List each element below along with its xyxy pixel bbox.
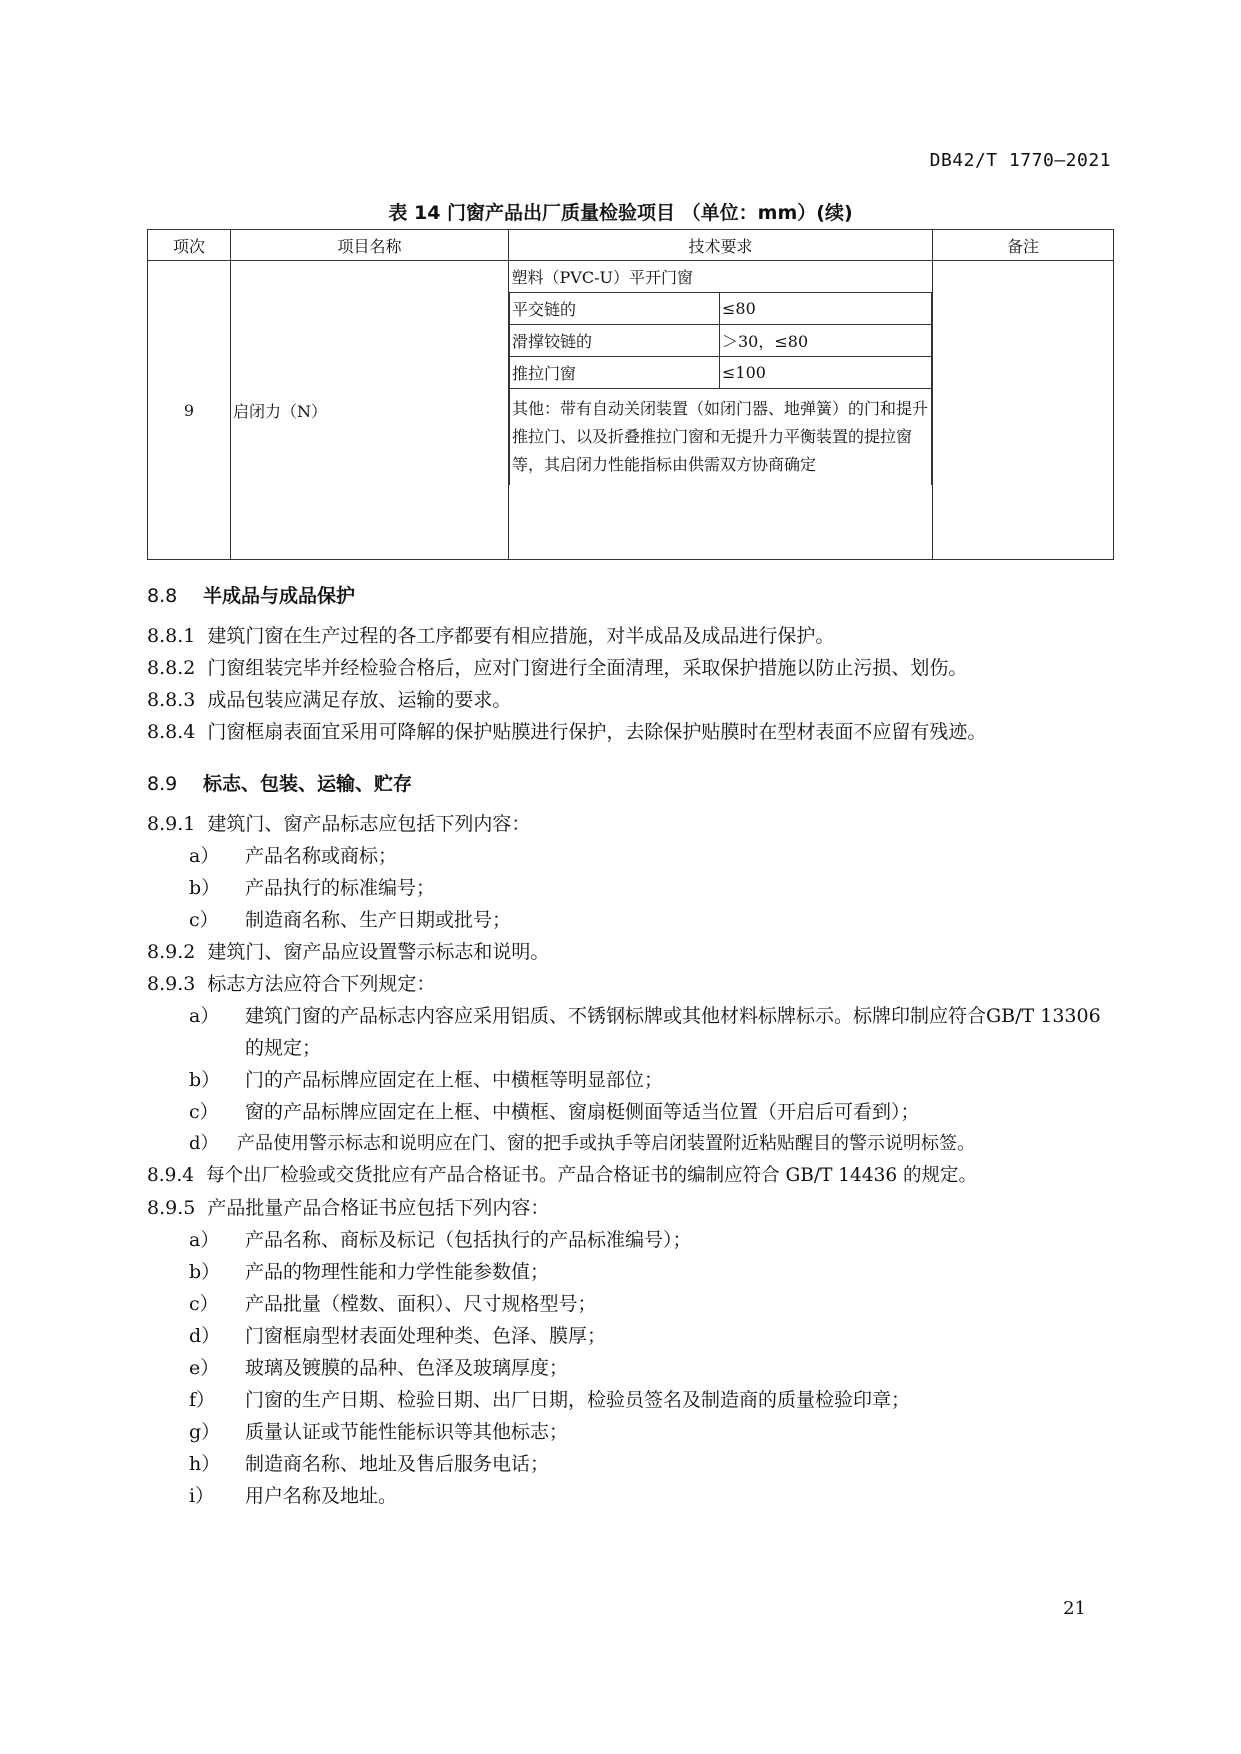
standard-code: DB42/T 1770—2021: [929, 150, 1111, 171]
list-label: b）: [189, 1261, 221, 1283]
list-item: [147, 1224, 1113, 1256]
list-item: [147, 904, 1113, 936]
paragraph: [147, 620, 1113, 652]
column-header: 项目名称: [231, 230, 509, 261]
list-text: 用户名称及地址。: [245, 1485, 398, 1507]
section-title: 标志、包装、运输、贮存: [203, 773, 413, 795]
list-item: [147, 1416, 1113, 1448]
paragraph-text: 成品包装应满足存放、运输的要求。: [207, 689, 512, 711]
list-text: 质量认证或节能性能标识等其他标志；: [245, 1421, 569, 1443]
list-label: c）: [189, 909, 219, 931]
paragraph-number: 8.9.1: [147, 813, 196, 835]
list-label: g）: [189, 1421, 221, 1443]
requirement-value: ≤80: [720, 293, 932, 325]
table-header-row: [148, 230, 1114, 261]
list-label: e）: [189, 1357, 220, 1379]
list-text: 制造商名称、生产日期或批号；: [245, 909, 512, 931]
paragraph-number: 8.8.3: [147, 689, 196, 711]
list-text: 制造商名称、地址及售后服务电话；: [245, 1453, 550, 1475]
section-number: 8.8: [147, 585, 178, 607]
section-title: 半成品与成品保护: [203, 585, 356, 607]
list-text: 窗的产品标牌应固定在上框、中横框、窗扇梃侧面等适当位置（开启后可看到）；: [245, 1101, 920, 1123]
list-label: d）: [189, 1133, 219, 1154]
paragraph-number: 8.9.4: [147, 1165, 195, 1186]
requirements-subtable: [509, 261, 932, 485]
list-item: [147, 1288, 1113, 1320]
column-header: 项次: [148, 230, 231, 261]
list-item: [147, 1128, 1113, 1160]
section-heading: [147, 768, 1113, 800]
paragraph: [147, 968, 1113, 1000]
inspection-table: [147, 229, 1114, 560]
list-item: [147, 1064, 1113, 1096]
section-number: 8.9: [147, 773, 178, 795]
list-label: a）: [189, 845, 220, 867]
paragraph-number: 8.8.2: [147, 657, 196, 679]
requirement-value: ＞30，≤80: [720, 325, 932, 357]
requirements-header: 塑料（PVC-U）平开门窗: [510, 261, 932, 293]
paragraph: [147, 652, 1113, 684]
list-text: 产品执行的标准编号；: [245, 877, 436, 899]
list-label: i）: [189, 1485, 215, 1507]
requirement-item: 推拉门窗: [510, 357, 720, 389]
column-header: 备注: [933, 230, 1114, 261]
paragraph-text: 门窗组装完毕并经检验合格后，应对门窗进行全面清理，采取保护措施以防止污损、划伤。: [207, 657, 968, 679]
paragraph-text: 标志方法应符合下列规定：: [207, 973, 436, 995]
paragraph-text: 建筑门窗在生产过程的各工序都要有相应措施，对半成品及成品进行保护。: [207, 625, 835, 647]
paragraph: [147, 808, 1113, 840]
list-label: a）: [189, 1229, 220, 1251]
list-label: d）: [189, 1325, 221, 1347]
paragraph: [147, 716, 1113, 748]
paragraph: [147, 1160, 1113, 1192]
list-text: 建筑门窗的产品标志内容应采用铝质、不锈钢标牌或其他材料标牌标示。标牌印制应符合GB/T 13306的规定；: [245, 1005, 1101, 1059]
requirement-item: 滑撑铰链的: [510, 325, 720, 357]
list-item: [147, 840, 1113, 872]
requirement-other: 其他：带有自动关闭装置（如闭门器、地弹簧）的门和提升推拉门、以及折叠推拉门窗和无提升力平衡装置的提拉窗等，其启闭力性能指标由供需双方协商确定: [510, 389, 932, 486]
list-text: 门窗框扇型材表面处理种类、色泽、膜厚；: [245, 1325, 607, 1347]
list-label: h）: [189, 1453, 221, 1475]
list-item: [147, 1480, 1113, 1512]
paragraph-number: 8.9.5: [147, 1197, 196, 1219]
section-heading: [147, 580, 1113, 612]
document-body: [147, 580, 1113, 1512]
list-text: 产品名称或商标；: [245, 845, 398, 867]
list-item: [147, 1352, 1113, 1384]
paragraph-number: 8.9.2: [147, 941, 196, 963]
list-item: [147, 1096, 1113, 1128]
paragraph-text: 门窗框扇表面宜采用可降解的保护贴膜进行保护，去除保护贴膜时在型材表面不应留有残迹。: [207, 721, 987, 743]
requirement-item: 平交链的: [510, 293, 720, 325]
requirement-row: [510, 293, 932, 325]
paragraph: [147, 936, 1113, 968]
paragraph-text: 建筑门、窗产品应设置警示标志和说明。: [207, 941, 550, 963]
list-item: [147, 1256, 1113, 1288]
list-text: 产品批量（樘数、面积）、尺寸规格型号；: [245, 1293, 597, 1315]
list-text: 产品名称、商标及标记（包括执行的产品标准编号）；: [245, 1229, 692, 1251]
list-text: 玻璃及镀膜的品种、色泽及玻璃厚度；: [245, 1357, 569, 1379]
list-item: [147, 1448, 1113, 1480]
column-header: 技术要求: [509, 230, 933, 261]
list-item: [147, 1320, 1113, 1352]
list-item: [147, 872, 1113, 904]
item-name: 启闭力（N）: [231, 261, 509, 560]
paragraph-number: 8.9.3: [147, 973, 196, 995]
list-text: 产品的物理性能和力学性能参数值；: [245, 1261, 550, 1283]
list-text: 产品使用警示标志和说明应在门、窗的把手或执手等启闭装置附近粘贴醒目的警示说明标签。: [237, 1133, 975, 1154]
requirement-row: [510, 325, 932, 357]
list-label: c）: [189, 1101, 219, 1123]
list-label: c）: [189, 1293, 219, 1315]
technical-requirements: [509, 261, 933, 560]
paragraph: [147, 684, 1113, 716]
paragraph-text: 产品批量产品合格证书应包括下列内容：: [207, 1197, 550, 1219]
remark-cell: [933, 261, 1114, 560]
list-label: a）: [189, 1005, 220, 1027]
list-text: 门窗的生产日期、检验日期、出厂日期，检验员签名及制造商的质量检验印章；: [245, 1389, 911, 1411]
requirement-row: [510, 357, 932, 389]
requirement-value: ≤100: [720, 357, 932, 389]
paragraph: [147, 1192, 1113, 1224]
page-number: 21: [1063, 1598, 1086, 1619]
list-label: b）: [189, 877, 221, 899]
table-row: [148, 261, 1114, 560]
list-label: b）: [189, 1069, 221, 1091]
paragraph-text: 建筑门、窗产品标志应包括下列内容：: [207, 813, 531, 835]
list-item: [147, 1384, 1113, 1416]
list-text: 门的产品标牌应固定在上框、中横框等明显部位；: [245, 1069, 664, 1091]
list-label: f）: [189, 1389, 216, 1411]
paragraph-number: 8.8.4: [147, 721, 196, 743]
item-number: 9: [148, 261, 231, 560]
table-title: 表 14 门窗产品出厂质量检验项目 （单位：mm）(续): [388, 202, 853, 224]
paragraph-text: 每个出厂检验或交货批应有产品合格证书。产品合格证书的编制应符合 GB/T 14436 的规定。: [206, 1165, 978, 1186]
list-item: [147, 1000, 1113, 1064]
paragraph-number: 8.8.1: [147, 625, 196, 647]
